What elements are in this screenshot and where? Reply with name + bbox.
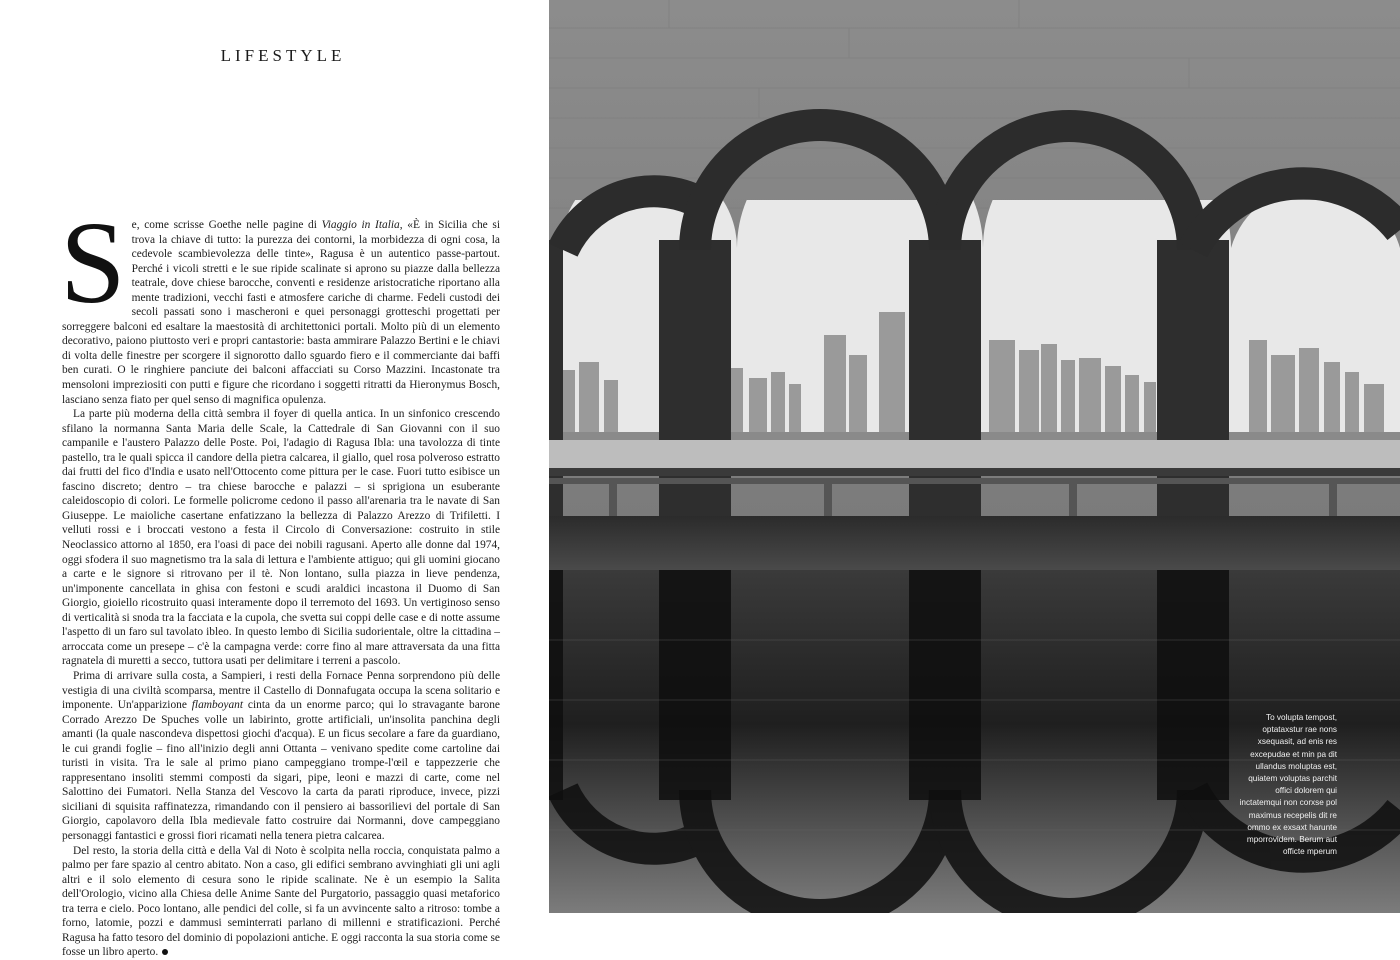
drop-cap: S xyxy=(60,197,126,328)
paragraph-1: Se, come scrisse Goethe nelle pagine di Viaggio in Italia, «È in Sicilia che si trova la chiave di tutto: la purezza dei contorni, la morbidezza di ogni cosa, la cedevole scambievolezza delle tinte», Ragusa è un autentico passe-partout. Perché i vicoli stretti e le sue ripide scalinate si aprono su piazze dalla bellezza teatrale, dove chiese barocche, conventi e residenze aristocratiche riportano alla mente tradizioni, vecchi fasti e atmosfere cariche di charme. Fedeli custodi dei secoli passati sono i mascheroni e quei personaggi grotteschi progettati per sorreggere balconi ed esaltare la maestosità di architettonici portali. Molto più di un elemento decorativo, paiono piuttosto veri e propri cantastorie: basta ammirare Palazzo Bertini e le chiavi di volta delle finestre per scorgere il signorotto dallo sguardo fiero e il commerciante dai baffi ben curati. O le ringhiere panciute dei balconi affacciati su Corso Mazzini. Incastonate tra mensoloni impreziositi con putti e figure che ricordano i soggetti ritratti da Hieronymus Bosch, lasciano senza fiato per quel senso di magnifica opulenza. xyxy=(60,197,500,406)
terrace-floor xyxy=(549,516,1400,570)
book-title: Viaggio in Italia xyxy=(321,219,400,231)
paragraph-2: La parte più moderna della città sembra il foyer di quella antica. In un sinfonico crescendo sfilano la normanna Santa Maria delle Scale, la Cattedrale di San Giovanni con il suo campanile e l'austero Palazzo delle Poste. Poi, l'adagio di Ragusa Ibla: una tavolozza di tinte pastello, tra le quali spicca il candore della pietra calcarea, il giallo, quel rosa polveroso estratto dai frutti del fico d'India e usato nell'Ottocento come pittura per le case. Fuori tutto esibisce un fascino discreto; dentro – tra chiese barocche e palazzi – si sprigiona un esuberante caleidoscopio di colori. Le formelle policrome cedono il passo all'arenaria tra le navate di San Giuseppe. Le maioliche casertane enfatizzano la bellezza di Palazzo Arezzo di Trifiletti. I velluti rossi e i broccati vestono a festa il Circolo di Conversazione: costruito in stile Neoclassico attorno al 1850, era l'oasi di pace dei nobili ragusani. Aperto alle donne dal 1974, oggi sfodera il suo magnetismo tra la sala di lettura e l'ambiente attiguo; qui gli uomini giocano a carte e le signore si ritrovano per il tè. Non lontano, sulla piazza in lieve pendenza, un'imponente cancellata in ghisa con festoni e scudi araldici incastona il Duomo di San Giorgio, gioiello ricostruito quasi interamente dopo il terremoto del 1693. Un vertiginoso senso di verticalità si snoda tra la facciata e la cupola, che svetta sui coppi delle case e di notte assume l'aspetto di un faro sul tavolato ibleo. In questo lembo di Sicilia sudorientale, oltre la cittadina – arroccata come un presepe – c'è la campagna verde: corre fino al mare attraversata da una fitta ragnatela di muretti a secco, tuttora usati per delimitare i terreni a pascolo. xyxy=(62,408,500,668)
photo-caption: To volupta tempost, optataxstur rae nons xsequasit, ad enis res excepudae et min pa dit ullandus moluptas est, quiatem voluptas parchit offici dolorem qui inctatemqui non corxse pol maximus recepelis dit re ommo ex exsaxt harunte mporrovidem. Berum aut officte mperum xyxy=(1239,713,1337,857)
end-bullet-icon xyxy=(162,949,168,955)
railing-top xyxy=(549,440,1400,468)
paragraph-3: Prima di arrivare sulla costa, a Sampieri, i resti della Fornace Penna sorprendono più delle vestigia di una civiltà scomparsa, mentre il Castello di Donnafugata occupa la scena solitario e imponente. Un'apparizione flamboyant cinta da un enorme parco; qui lo stravagante barone Corrado Arezzo De Spuches volle un labirinto, grotte artificiali, un'insolita panchina degli amanti (la quale nascondeva dispettosi giochi d'acqua). E un ficus secolare a fare da guardiano, le cui grandi foglie – fino all'inizio degli anni Ottanta – venivano spedite come cartoline dai turisti in visita. Tra le sale al primo piano campeggiano trompe-l'œil e tappezzerie che rappresentano insoliti stemmi composti da sigari, pipe, leoni e mazzi di carte, come nel Salottino dei Fumatori. Nella Stanza del Vescovo la carta da parati riproduce, invece, pizzi siciliani di squisita raffinatezza, rimandando con il pensiero ai bassorilievi del portale di San Giorgio, capolavoro della Ibla medievale fatto costruire dai Normanni, dove campeggiano personaggi fantastici e grossi fiori ricamati nella tenera pietra calcarea. xyxy=(62,669,500,842)
article-body xyxy=(60,197,500,960)
paragraph-4: Del resto, la storia della città e della Val di Noto è scolpita nella roccia, conquistata palmo a palmo per fare spazio al centro abitato. Non a caso, gli edifici sembrano avvinghiati gli uni agli altri e il solo elemento di cesura sono le ripide scalinate. Ne è un esempio la Salita dell'Orologio, vicino alla Chiesa delle Anime Sante del Purgatorio, passaggio quasi metaforico tra terra e cielo. Poco lontano, alle pendici del colle, si fa un avvincente salto a ritroso: tombe a forno, latomie, pozzi e dammusi seminterrati parlano di millenni e stratificazioni. Perché Ragusa ha fatto tesoro del dominio di popolazioni antiche. E oggi racconta la sua storia come se fosse un libro aperto. xyxy=(62,844,500,959)
section-title: LIFESTYLE xyxy=(220,46,346,65)
left-page xyxy=(0,0,549,959)
arches-skyline-photo xyxy=(549,0,1400,913)
emphasis: flamboyant xyxy=(191,699,244,712)
